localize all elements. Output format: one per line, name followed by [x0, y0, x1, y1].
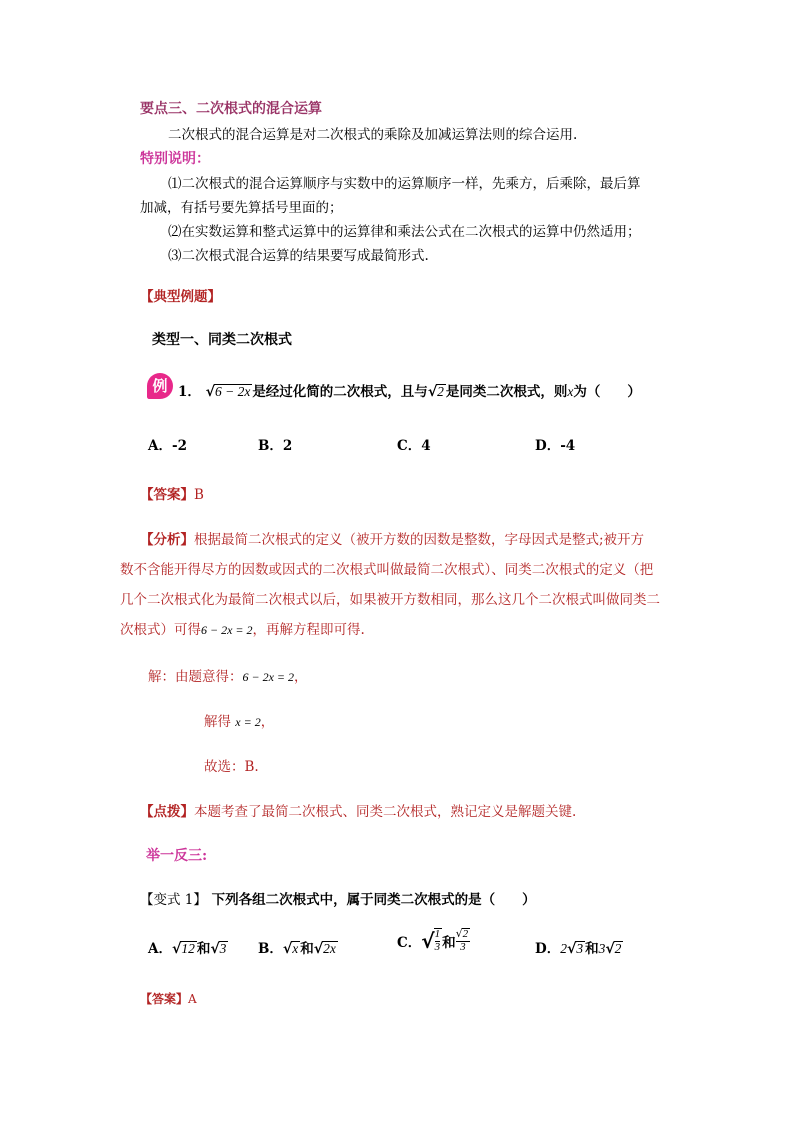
question-var: x: [567, 384, 574, 399]
var-c-label: C．: [397, 934, 422, 951]
analysis-line-1: [140, 528, 644, 548]
practice-title: 举一反三:: [146, 848, 208, 864]
section-title: 要点三、二次根式的混合运算: [140, 101, 322, 117]
analysis-text-4: 次根式）可得: [120, 622, 201, 638]
example-number: 1．: [178, 384, 201, 400]
var-d-coef-1: 2: [560, 941, 567, 956]
solution-equation: 6 − 2x = 2: [242, 670, 295, 684]
option-c: C．4: [397, 438, 431, 454]
solution-comma: ，: [294, 669, 308, 685]
var-a-radicand-1: 12: [181, 941, 195, 956]
answer-label: 【答案】: [140, 487, 194, 503]
sqrt-icon: √: [427, 384, 438, 400]
variant-option-d: [535, 937, 623, 957]
sqrt-icon: √: [313, 941, 324, 957]
example-badge: 例: [147, 373, 173, 399]
var-d-coef-2: 3: [598, 941, 606, 956]
option-d: D．-4: [535, 438, 576, 454]
variant-answer-value: A: [188, 992, 197, 1006]
analysis-end: ，再解方程即可得.: [252, 622, 365, 638]
note-3: ⑶二次根式混合运算的结果要写成最简形式.: [168, 248, 429, 264]
radicand-2: 2: [437, 384, 444, 399]
var-b-radicand-1: x: [292, 941, 299, 956]
variant-option-b: [258, 937, 338, 957]
note-2: ⑵在实数运算和整式运算中的运算律和乘法公式在二次根式的运算中仍然适用；: [168, 224, 641, 240]
solve-comma: ，: [260, 714, 275, 730]
variant-label: 【变式 1】: [140, 892, 207, 908]
var-b-label: B．: [258, 941, 283, 957]
sqrt-icon: √: [566, 941, 577, 957]
option-b: B．2: [258, 438, 293, 454]
var-d-radicand-2: 2: [614, 941, 622, 956]
var-c-fraction-2: [456, 928, 471, 953]
analysis-line-3: 几个二次根式化为最简二次根式以后，如果被开方数相同，那么这几个二次根式叫做同类二: [120, 592, 660, 608]
var-d-and: 和: [585, 941, 599, 957]
typical-label: 【典型例题】: [140, 289, 221, 305]
var-c-and: 和: [442, 934, 456, 951]
var-c-num-1: 1: [434, 928, 441, 940]
note-label: 特别说明：: [140, 151, 210, 167]
tip-row: [140, 800, 576, 820]
solution-label: 解：由题意得：: [148, 669, 243, 685]
var-a-radicand-2: 3: [219, 941, 227, 956]
variant-answer-row: [140, 990, 197, 1007]
sqrt-icon: √: [455, 927, 463, 940]
variant-1-row: [140, 888, 536, 908]
option-a: A．-2: [148, 438, 187, 454]
var-d-label: D．: [535, 941, 561, 957]
question-text-b: 是同类二次根式，则: [445, 384, 568, 400]
var-c-frac-1-wrap: [434, 928, 443, 953]
note-1: ⑴二次根式的混合运算顺序与实数中的运算顺序一样，先乘方，后乘除，最后算: [168, 176, 641, 192]
tip-label: 【点拨】: [140, 804, 194, 820]
analysis-equation: 6 − 2x = 2: [201, 623, 253, 637]
sqrt-icon: √: [282, 941, 293, 957]
section-intro: 二次根式的混合运算是对二次根式的乘除及加减运算法则的综合运用.: [168, 127, 578, 143]
var-c-den-2: 3: [460, 940, 466, 953]
solution-line: [148, 665, 308, 685]
answer-row: [140, 483, 204, 503]
solve-line: [204, 710, 274, 730]
type-one-title: 类型一、同类二次根式: [152, 332, 292, 348]
question-text-c: 为（ ）: [573, 384, 641, 400]
var-b-radicand-2: 2x: [323, 941, 336, 956]
var-b-and: 和: [300, 941, 314, 957]
sqrt-icon: √: [210, 941, 220, 957]
sqrt-icon: √: [605, 941, 615, 957]
sqrt-icon: √: [171, 941, 182, 957]
var-c-den-1: 3: [434, 940, 441, 953]
analysis-label: 【分析】: [140, 532, 194, 548]
var-a-label: A．: [148, 941, 172, 957]
analysis-line-4: [120, 618, 365, 638]
answer-value: B: [194, 487, 204, 503]
var-c-num-2: 2: [462, 928, 469, 940]
var-c-fraction-1: [435, 929, 441, 953]
variant-text: 下列各组二次根式中，属于同类二次根式的是（ ）: [211, 892, 536, 908]
variant-option-c: [397, 928, 470, 953]
solve-label: 解得: [204, 714, 231, 730]
variant-answer-label: 【答案】: [140, 992, 189, 1006]
example-1-question: [178, 380, 641, 400]
tip-text: 本题考查了最简二次根式、同类二次根式，熟记定义是解题关键.: [194, 804, 577, 820]
sqrt-icon: √: [421, 928, 435, 953]
var-d-radicand-1: 3: [576, 941, 584, 956]
note-1-cont: 加减，有括号要先算括号里面的；: [140, 200, 343, 216]
question-text-a: 是经过化简的二次根式，且与: [252, 384, 428, 400]
solve-equation: x = 2: [235, 715, 261, 729]
sqrt-icon: √: [205, 384, 215, 400]
variant-option-a: [148, 937, 228, 957]
analysis-line-2: 数不含能开得尽方的因数或因式的二次根式叫做最简二次根式）、同类二次根式的定义（把: [120, 562, 654, 578]
radicand-6-2x: 6 − 2x: [214, 384, 251, 399]
var-a-and: 和: [196, 941, 211, 957]
choose-line: 故选：B.: [204, 759, 259, 775]
var-c-num-2-wrap: [456, 928, 471, 941]
analysis-text-1: 根据最简二次根式的定义（被开方数的因数是整数，字母因式是整式;被开方: [194, 532, 645, 548]
